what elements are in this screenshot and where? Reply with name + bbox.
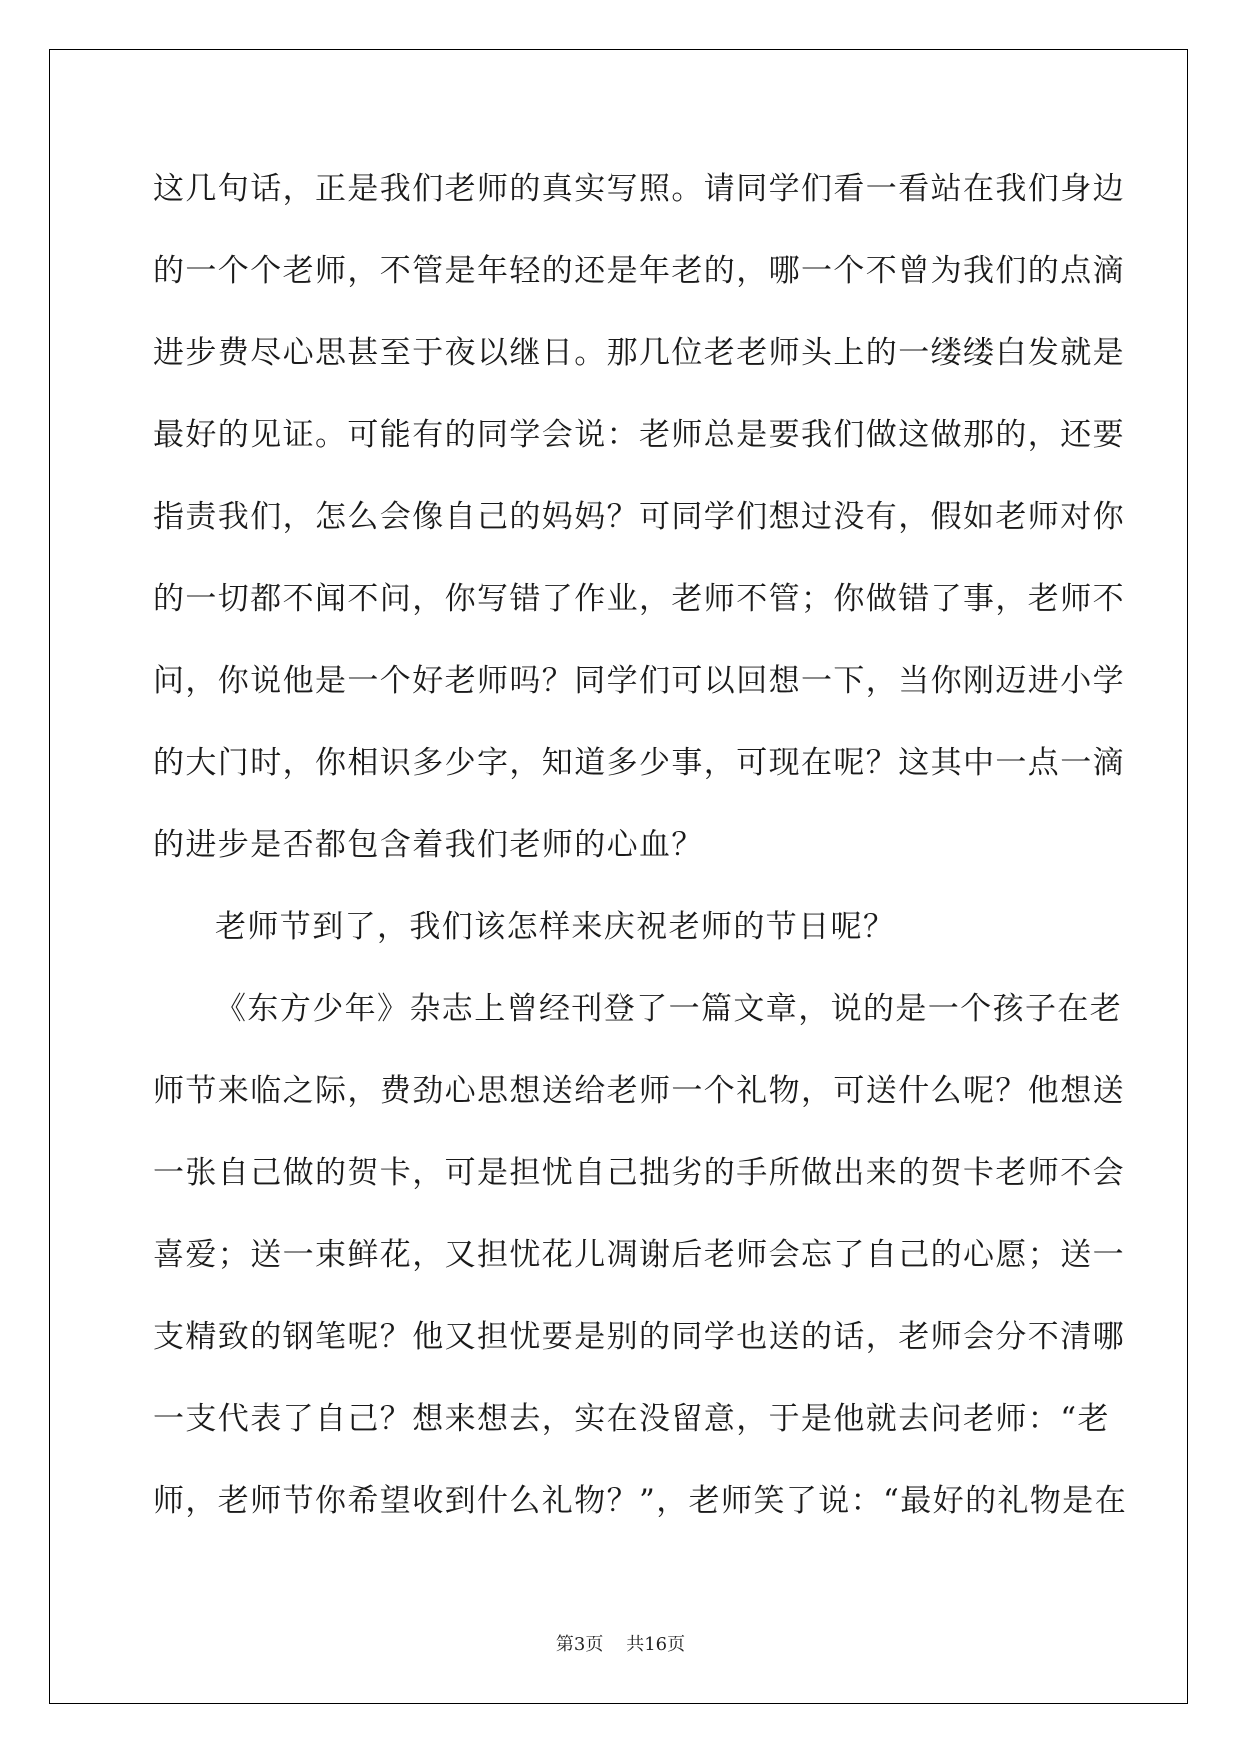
page-total: 共16页 bbox=[626, 1634, 686, 1655]
text-line: 的一个个老师，不管是年轻的还是年老的，哪一个不曾为我们的点滴 bbox=[153, 253, 1125, 289]
text-line: 支精致的钢笔呢？他又担忧要是别的同学也送的话，老师会分不清哪 bbox=[153, 1319, 1125, 1355]
text-line: 的进步是否都包含着我们老师的心血？ bbox=[153, 827, 704, 863]
text-line: 一张自己做的贺卡，可是担忧自己拙劣的手所做出来的贺卡老师不会 bbox=[153, 1155, 1125, 1191]
text-line: 指责我们，怎么会像自己的妈妈？可同学们想过没有，假如老师对你 bbox=[153, 499, 1125, 535]
paragraph-start-line: 老师节到了，我们该怎样来庆祝老师的节日呢？ bbox=[215, 909, 896, 945]
text-line: 问，你说他是一个好老师吗？同学们可以回想一下，当你刚迈进小学 bbox=[153, 663, 1125, 699]
page-footer bbox=[0, 1630, 1241, 1656]
page-number: 第3页 bbox=[555, 1634, 604, 1655]
text-line: 师节来临之际，费劲心思想送给老师一个礼物，可送什么呢？他想送 bbox=[153, 1073, 1125, 1109]
document-body bbox=[153, 160, 1128, 1554]
text-line: 进步费尽心思甚至于夜以继日。那几位老老师头上的一缕缕白发就是 bbox=[153, 335, 1125, 371]
text-line: 最好的见证。可能有的同学会说：老师总是要我们做这做那的，还要 bbox=[153, 417, 1125, 453]
paragraph-start-line: 《东方少年》杂志上曾经刊登了一篇文章，说的是一个孩子在老 bbox=[215, 991, 1123, 1027]
text-line: 师，老师节你希望收到什么礼物？”，老师笑了说：“最好的礼物是在 bbox=[153, 1483, 1128, 1519]
text-line: 的大门时，你相识多少字，知道多少事，可现在呢？这其中一点一滴 bbox=[153, 745, 1125, 781]
text-line: 这几句话，正是我们老师的真实写照。请同学们看一看站在我们身边 bbox=[153, 171, 1125, 207]
text-line: 一支代表了自己？想来想去，实在没留意，于是他就去问老师：“老 bbox=[153, 1401, 1110, 1437]
text-line: 的一切都不闻不问，你写错了作业，老师不管；你做错了事，老师不 bbox=[153, 581, 1125, 617]
text-line: 喜爱；送一束鲜花，又担忧花儿凋谢后老师会忘了自己的心愿；送一 bbox=[153, 1237, 1125, 1273]
